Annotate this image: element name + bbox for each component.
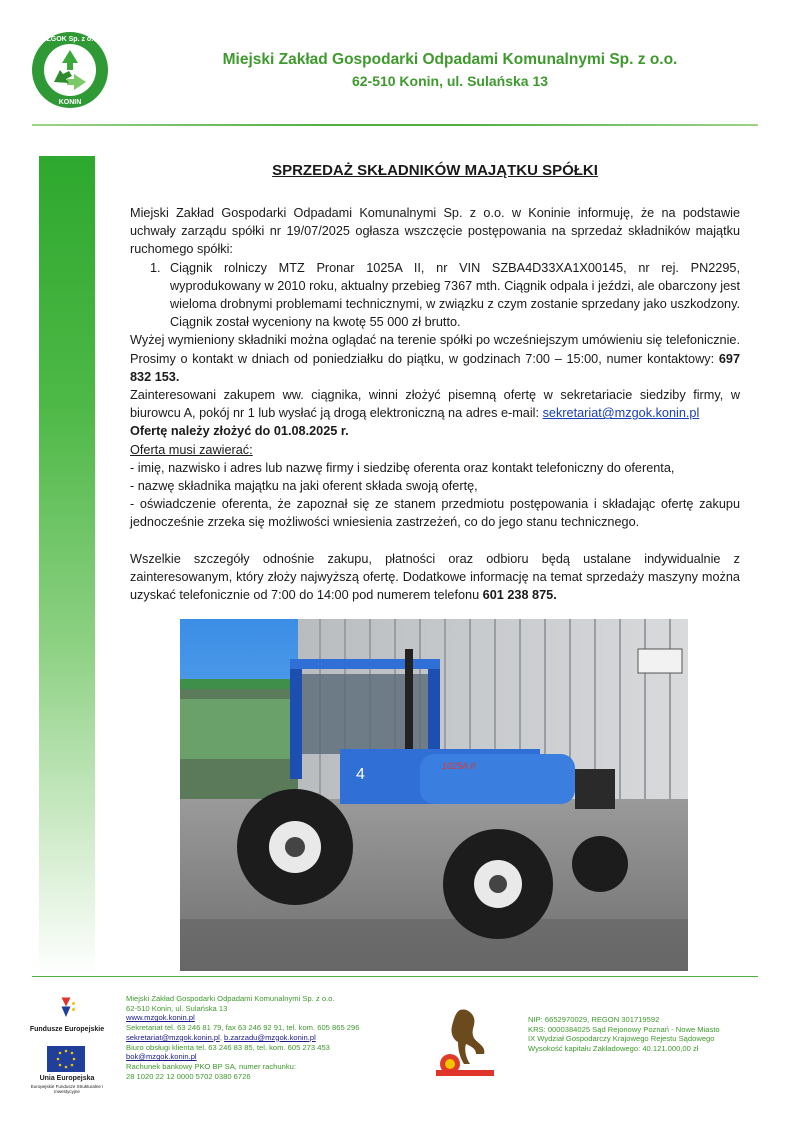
viewing-end: . [175,369,180,384]
details-paragraph [130,550,740,605]
viewing-text: Wyżej wymieniony składniki można oglądać na terenie spółki po wcześniejszym umówieniu się telefonicznie. Prosimy o kontakt w dniach od poniedziałku do piątku, w godzinach 7:00 – 15:00, numer kontaktowy: [130,333,740,366]
footer-line: 62-510 Konin, ul. Sulańska 13 [126,1003,228,1013]
footer-divider [32,976,758,977]
footer-line: Rachunek bankowy PKO BP SA, numer rachunku: [126,1061,296,1071]
horse-crest-icon [430,1004,500,1078]
document-body [130,204,740,604]
logo-text-top: MZGOK Sp. z o.o. [40,36,100,43]
footer-line: IX Wydział Gospodarczy Krajowego Rejestu Sądowego [528,1034,715,1044]
footer-line: NIP: 6652970029, REGON 301719592 [528,1015,660,1024]
offer-deadline: Ofertę należy złożyć do 01.08.2025 r. [130,424,349,439]
offer-email-link[interactable]: sekretariat@mzgok.konin.pl [542,406,700,421]
details-phone: 601 238 875 [482,588,554,603]
footer-line: Wysokość kapitału Zakładowego: 40.121.000,00 zł [528,1044,699,1054]
footer-contact [126,994,426,1081]
footer-emails [126,1033,426,1043]
footer-email-link[interactable]: b.zarzadu@mzgok.konin.pl [224,1032,316,1042]
must-contain-item: - imię, nazwisko i adres lub nazwę firmy i siedzibę oferenta oraz kontakt telefoniczny do oferenta, [130,460,675,475]
recycle-logo-icon [30,30,110,110]
viewing-paragraph [130,331,740,386]
must-contain-item: - oświadczenie oferenta, że zapoznał się ze stanem przedmiotu postępowania i składając ofertę zakupu jednocześnie zrzeka się możliwości wniesienia zastrzeżeń, co do jego stanu technicznego. [130,497,740,530]
header-divider [32,124,758,126]
offer-paragraph [130,386,740,422]
details-end: . [553,588,557,603]
tractor-model-label: 1025A II [442,761,476,771]
intro-paragraph: Miejski Zakład Gospodarki Odpadami Komunalnymi Sp. z o.o. w Koninie informuję, że na podstawie uchwały zarządu spółki nr 19/07/2025 ogłasza wszczęcie postępowania na sprzedaż składników majątku ruchomego spółki: [130,206,740,257]
logo-text-bottom: KONIN [58,99,82,106]
footer-line: Miejski Zakład Gospodarki Odpadami Komunalnymi Sp. z o.o. [126,994,335,1003]
eu-label: Unia Europejska [39,1075,95,1082]
tractor-number-label: 4 [356,766,365,783]
eu-flag-icon [47,1046,85,1072]
footer-email-link[interactable]: sekretariat@mzgok.konin.pl [126,1032,220,1042]
list-item-text: Ciągnik rolniczy MTZ Pronar 1025A II, nr VIN SZBA4D33XA1X00145, nr rej. PN2295, wyprodukowany w 2010 roku, aktualny przebieg 7367 mth. Ciągnik odpala i jeździ, ale obarczony jest wieloma drobnymi problemami technicznymi, w związku z czym zostanie sprzedany jako uszkodzony. Ciągnik został wyceniony na kwotę 55 000 zł brutto. [170,260,740,330]
header-address: 62-510 Konin, ul. Sulańska 13 [351,73,549,89]
footer-website-link[interactable]: www.mzgok.konin.pl [126,1013,195,1023]
footer-line: Sekretariat tel. 63 246 81 79, fax 63 246 92 91, tel. kom. 605 865 296 [126,1023,360,1033]
eu-funds-label: Fundusze Europejskie [29,1026,105,1033]
footer-line: Biuro obsługi klienta tel. 63 246 83 85, tel. kom. 605 273 453 [126,1042,330,1052]
list-item [150,259,740,332]
details-text: Wszelkie szczegóły odnośnie zakupu, płatności oraz odbioru będą ustalane indywidualnie z zainteresowanym, który złoży najwyższą ofertę. Dodatkowe informację na temat sprzedaży maszyny można uzyskać telefonicznie od 7:00 do 14:00 pod numerem telefonu [130,551,740,603]
footer-account: 28 1020 22 12 0000 5702 0380 6726 [126,1071,251,1081]
side-green-bar [39,156,95,976]
header-company-name: Miejski Zakład Gospodarki Odpadami Komunalnymi Sp. z o.o. [222,51,678,68]
must-contain-heading: Oferta musi zawierać: [130,442,253,457]
footer-email-separator: , [219,1032,225,1042]
list-item-number: 1. [150,260,161,275]
tractor-photo [180,619,688,971]
offer-text: Zainteresowani zakupem ww. ciągnika, winni złożyć pisemną ofertę w sekretariacie siedziby firmy, w biurowcu A, pokój nr 1 lub wysłać ją drogą elektroniczną na adres e-mail: [130,388,740,421]
eu-sub-label: Europejskie Fundusze Strukturalne i Inwestycyjne [30,1084,104,1094]
eu-funds-icon [30,996,102,1026]
viewing-phone: 697 832 153 [130,351,740,384]
must-contain-item: - nazwę składnika majątku na jaki oferent składa swoją ofertę, [130,479,478,494]
footer-email-link[interactable]: bok@mzgok.konin.pl [126,1052,197,1062]
footer-line: KRS: 0000384025 Sąd Rejonowy Poznań - Nowe Miasto [528,1024,720,1034]
footer-company-register [528,1015,788,1054]
document-title: SPRZEDAŻ SKŁADNIKÓW MAJĄTKU SPÓŁKI [272,162,598,179]
